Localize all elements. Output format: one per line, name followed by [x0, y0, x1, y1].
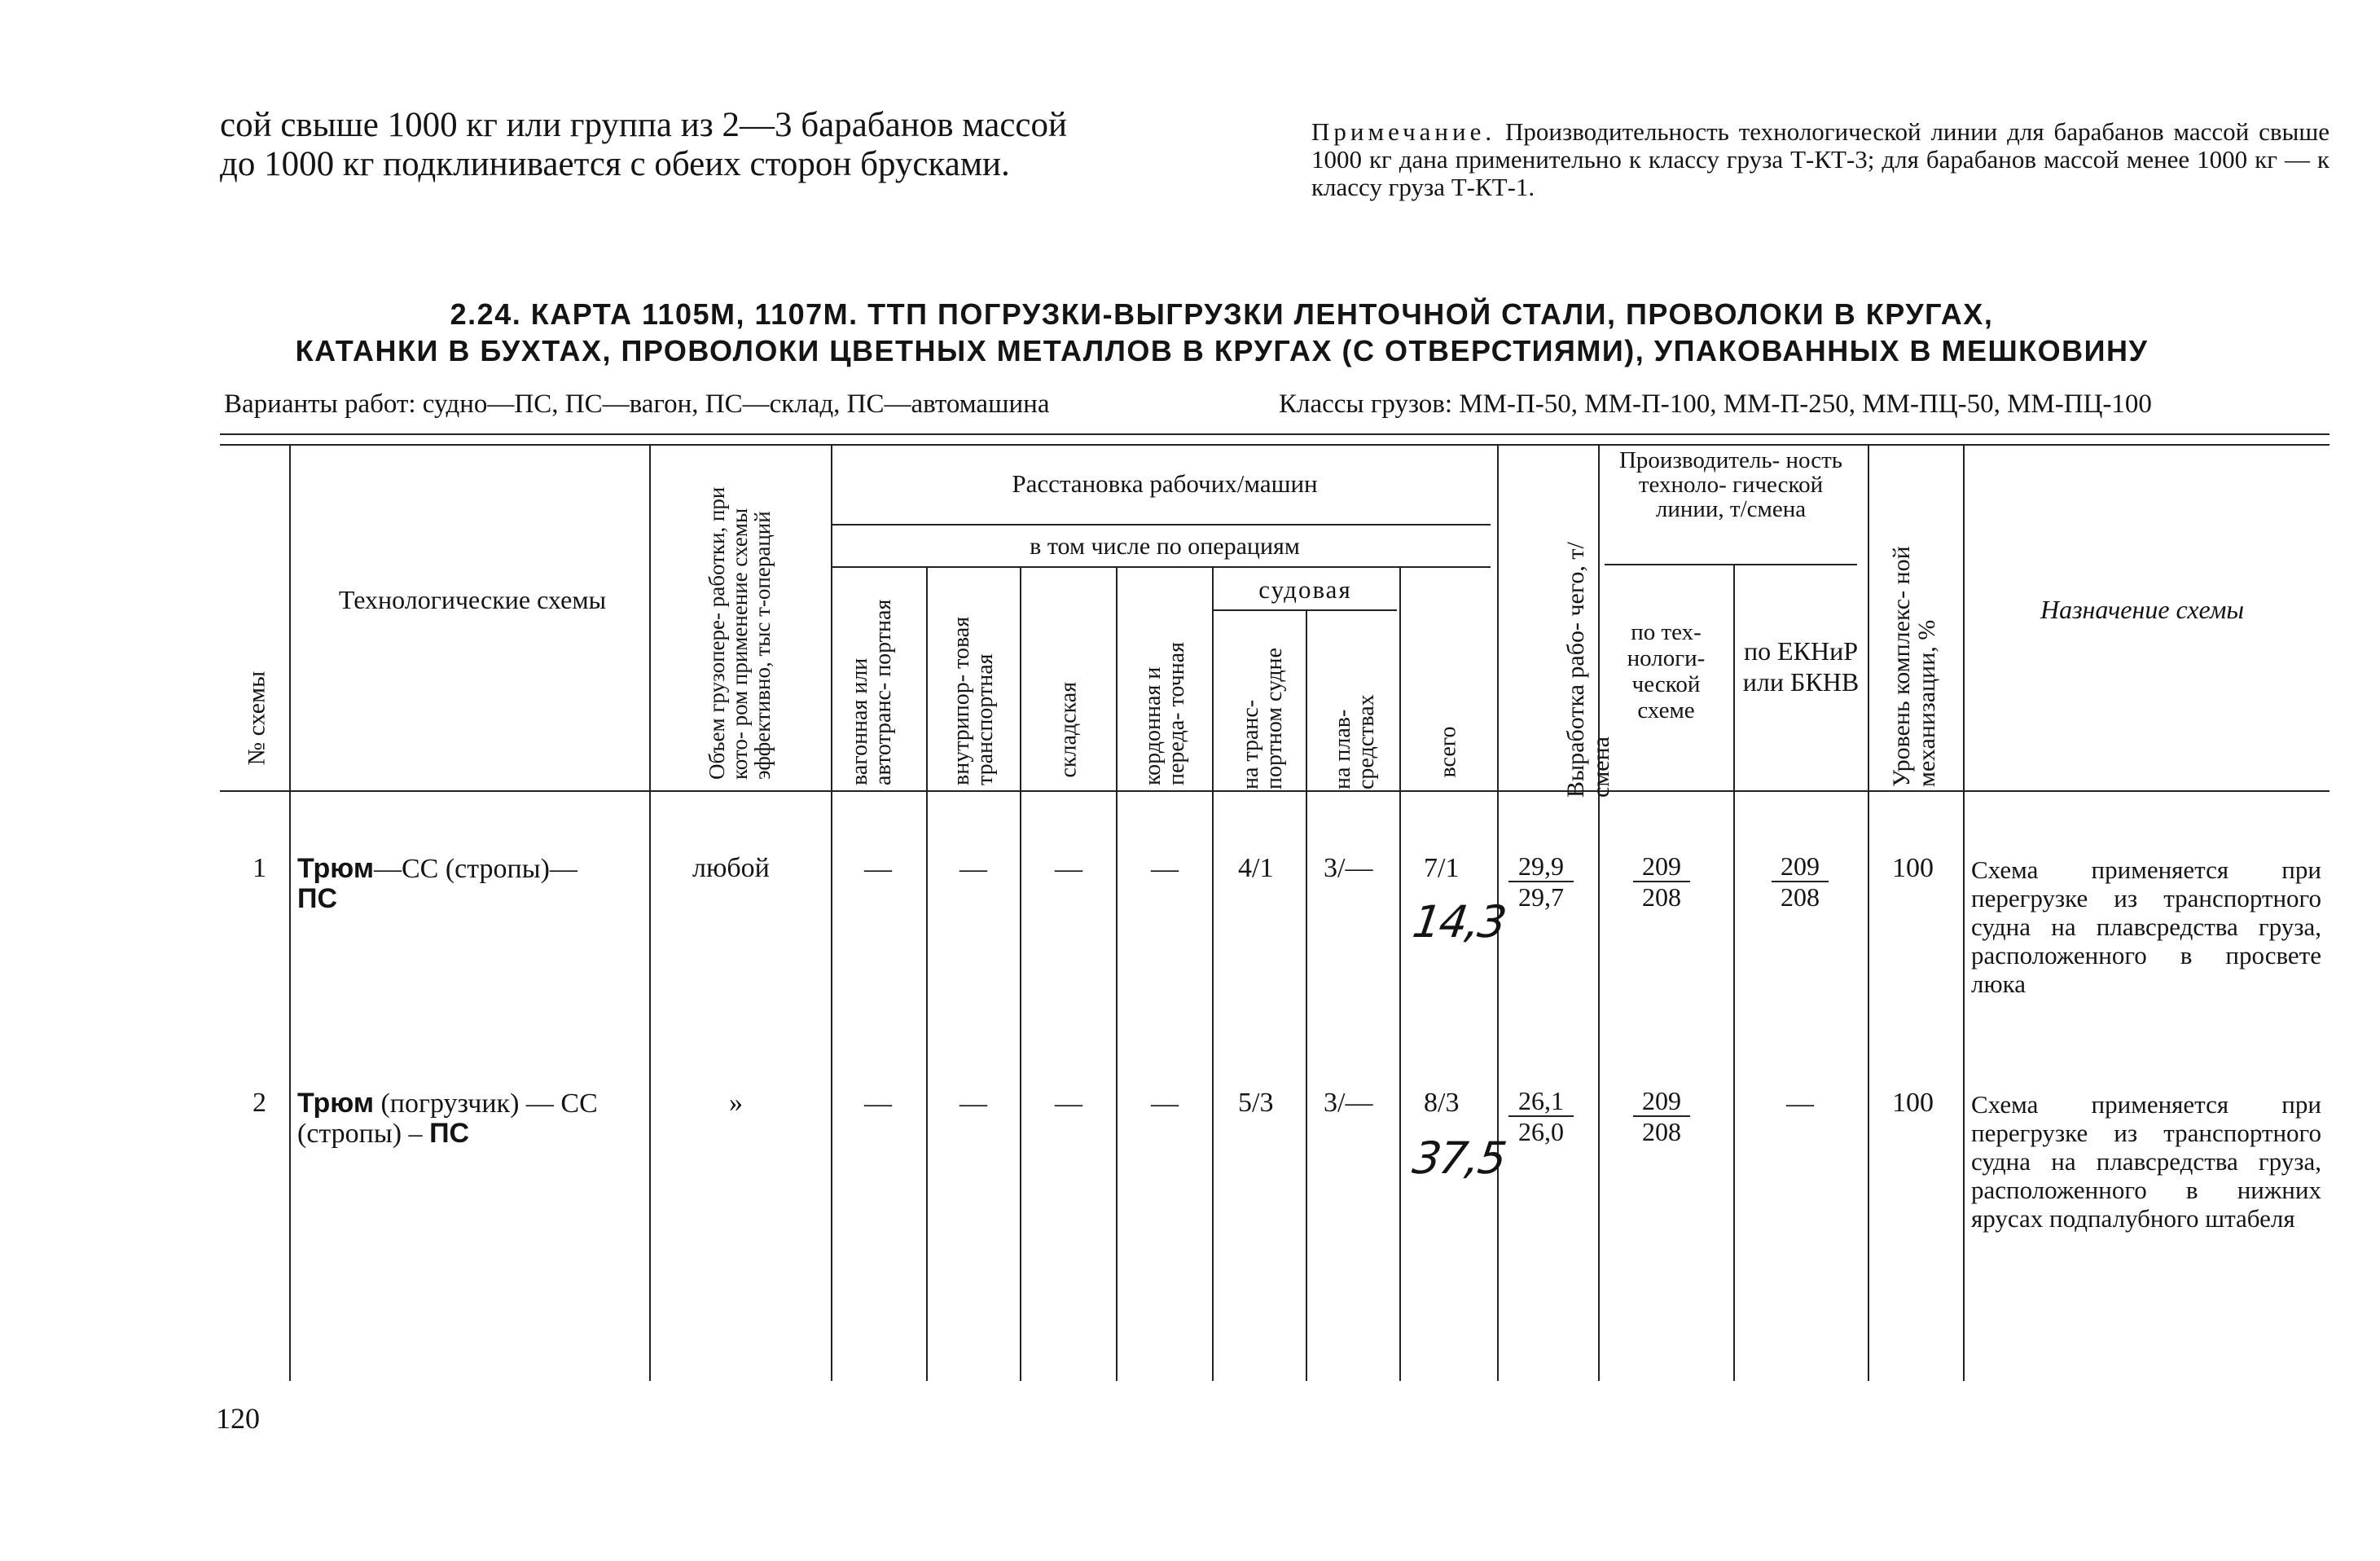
header-on-float: на плав- средствах — [1330, 694, 1379, 789]
header-warehouse: складская — [1056, 681, 1082, 778]
row1-wagon: — — [864, 854, 892, 884]
row2-tech-productivity — [1633, 1086, 1690, 1146]
row1-purpose: Схема применяется при перегрузке из транспортного судна на плавсредства груза, расположенного в просвете люка — [1971, 855, 2321, 998]
header-productivity: Производитель- ность техноло- гической линии, т/смена — [1618, 447, 1842, 522]
row1-scheme-hold: Трюм — [297, 853, 374, 884]
col-line-4 — [926, 566, 928, 1381]
cargo-classes: Классы грузов: ММ-П-50, ММ-П-100, ММ-П-250, ММ-ПЦ-50, ММ-ПЦ-100 — [1279, 389, 2152, 419]
header-internal-transport: внутрипор- товая транспортная — [949, 616, 998, 785]
col-line-9 — [1399, 566, 1401, 1381]
header-wagon: вагонная или автотранс- портная — [847, 599, 896, 785]
row2-wagon: — — [864, 1088, 892, 1119]
note-paragraph — [1311, 118, 2330, 201]
col-line-1 — [289, 444, 291, 1381]
col-line-7 — [1212, 566, 1214, 1381]
col-line-5 — [1020, 566, 1021, 1381]
header-tech-schemes: Технологические схемы — [338, 585, 607, 614]
row2-scheme-middle: (погрузчик) — СС (стропы) – — [297, 1088, 598, 1149]
row2-output-den: 26,0 — [1518, 1117, 1564, 1146]
row1-output-num: 29,9 — [1508, 851, 1574, 882]
row2-volume: » — [729, 1088, 743, 1118]
row2-number: 2 — [252, 1088, 266, 1118]
note-label: Примечание. — [1311, 117, 1496, 146]
table-top-rule — [220, 433, 2330, 435]
header-total: всего — [1435, 726, 1461, 778]
row1-scheme-end: ПС — [297, 883, 337, 914]
row1-number: 1 — [252, 853, 266, 883]
header-purpose: Назначение схемы — [2040, 595, 2245, 624]
header-ship: судовая — [1258, 575, 1352, 604]
row2-scheme — [297, 1088, 639, 1149]
intro-line-1: сой свыше 1000 кг или группа из 2—3 барабанов массой — [220, 106, 1068, 144]
map-title-line-1: 2.24. КАРТА 1105М, 1107М. ТТП ПОГРУЗКИ-ВЫГРУЗКИ ЛЕНТОЧНОЙ СТАЛИ, ПРОВОЛОКИ В КРУГАХ, — [450, 297, 1994, 331]
header-cordon: кордонная и переда- точная — [1140, 642, 1189, 785]
row2-tech-den: 208 — [1642, 1117, 1681, 1146]
row2-total: 8/3 — [1424, 1088, 1460, 1118]
header-by-eknir: по ЕКНиР или БКНВ — [1742, 636, 1860, 697]
col-line-12 — [1733, 564, 1735, 1381]
col-line-2 — [649, 444, 651, 1381]
row1-cordon: — — [1151, 854, 1179, 884]
header-scheme-number: № схемы — [243, 671, 270, 766]
intro-line-2: до 1000 кг подклинивается с обеих сторон брусками. — [220, 145, 1010, 183]
row2-on-float: 3/— — [1324, 1088, 1373, 1118]
header-mechanization-level: Уровень комплекс- ной механизации, % — [1888, 546, 1940, 787]
row2-warehouse: — — [1055, 1088, 1082, 1119]
col-line-8 — [1306, 609, 1307, 1381]
header-on-transport-ship: на транс- портном судне — [1238, 648, 1287, 789]
row1-internal: — — [959, 854, 987, 884]
row2-on-transport: 5/3 — [1238, 1088, 1274, 1118]
col-line-13 — [1868, 444, 1869, 1381]
row1-eknir-num: 209 — [1772, 851, 1829, 882]
row1-scheme — [297, 854, 639, 914]
row1-level: 100 — [1892, 853, 1934, 883]
row2-purpose: Схема применяется при перегрузке из транспортного судна на плавсредства груза, расположенного в нижних ярусах подпалубного штабеля — [1971, 1090, 2321, 1233]
map-title-line-2: КАТАНКИ В БУХТАХ, ПРОВОЛОКИ ЦВЕТНЫХ МЕТАЛЛОВ В КРУГАХ (С ОТВЕРСТИЯМИ), УПАКОВАННЫХ В МЕШКОВИНУ — [295, 334, 2149, 367]
row1-output — [1508, 851, 1574, 912]
col-line-3 — [831, 444, 832, 1381]
row2-tech-num: 209 — [1633, 1086, 1690, 1117]
header-bottom-rule — [220, 790, 2330, 792]
row1-on-transport: 4/1 — [1238, 853, 1274, 883]
productivity-divider — [1605, 564, 1857, 565]
header-worker-output: Выработка рабо- чего, т/смена — [1562, 542, 1614, 798]
row1-tech-den: 208 — [1642, 882, 1681, 912]
row1-scheme-middle: —СС (стропы)— — [373, 854, 577, 884]
ops-divider — [831, 566, 1491, 568]
table-top-rule-2 — [220, 444, 2330, 446]
row1-warehouse: — — [1055, 854, 1082, 884]
row1-eknir-productivity — [1772, 851, 1829, 912]
row2-eknir: — — [1786, 1088, 1814, 1119]
row2-handwritten: 37,5 — [1409, 1132, 1508, 1184]
row2-internal: — — [959, 1088, 987, 1119]
row1-eknir-den: 208 — [1781, 882, 1820, 912]
row1-tech-num: 209 — [1633, 851, 1690, 882]
col-line-14 — [1963, 444, 1965, 1381]
col-line-6 — [1116, 566, 1118, 1381]
header-by-tech-scheme: по тех- нологи- ческой схеме — [1627, 619, 1706, 723]
row1-output-den: 29,7 — [1518, 882, 1564, 912]
header-placement: Расстановка рабочих/машин — [1012, 469, 1318, 498]
header-volume: Объем грузопере- работки, при кото- ром применение схемы эффективно, тыс т-операций — [705, 486, 775, 780]
row2-cordon: — — [1151, 1088, 1179, 1119]
row2-level: 100 — [1892, 1088, 1934, 1118]
row2-scheme-hold: Трюм — [297, 1088, 374, 1119]
row2-output-num: 26,1 — [1508, 1086, 1574, 1117]
intro-paragraph — [220, 106, 1230, 184]
row2-output — [1508, 1086, 1574, 1146]
header-by-operations: в том числе по операциям — [1030, 533, 1300, 560]
row1-handwritten: 14,3 — [1409, 896, 1508, 948]
placement-divider — [831, 524, 1491, 525]
row1-volume: любой — [692, 853, 770, 883]
row1-tech-productivity — [1633, 851, 1690, 912]
note-text: Производительность технологической линии для барабанов массой свыше 1000 кг дана применительно к классу груза Т-КТ-3; для барабанов массой менее 1000 кг — к классу груза Т-КТ-1. — [1311, 117, 2330, 201]
work-variants: Варианты работ: судно—ПС, ПС—вагон, ПС—склад, ПС—автомашина — [224, 389, 1050, 419]
row1-on-float: 3/— — [1324, 853, 1373, 883]
page-number: 120 — [216, 1402, 260, 1435]
row2-scheme-end: ПС — [429, 1118, 470, 1149]
row1-total: 7/1 — [1424, 853, 1460, 883]
